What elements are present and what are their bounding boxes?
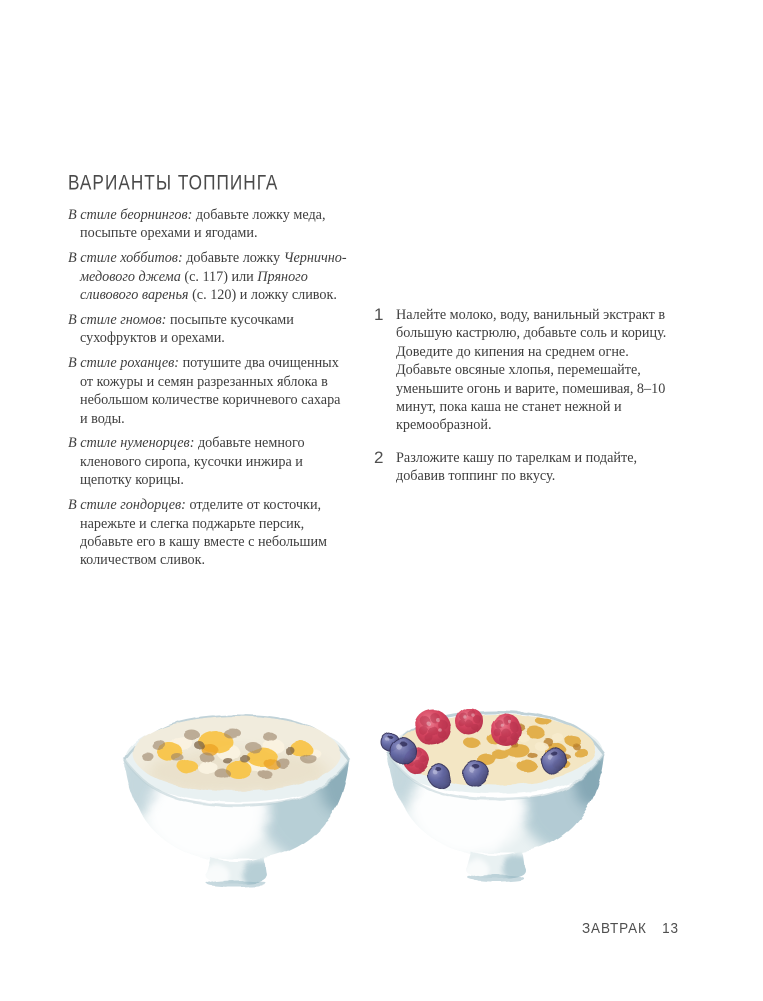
topping-description: (с. 117) или xyxy=(180,268,258,285)
step-text: Разложите кашу по тарелкам и подайте, добавив топпинг по вкусу. xyxy=(396,449,638,485)
topping-style-name: В стиле беорнингов: xyxy=(68,207,193,223)
topping-description: (с. 120) и ложку сливок. xyxy=(188,287,337,304)
topping-item xyxy=(68,354,350,428)
topping-description: добавьте ложку меда, посыпьте орехами и ягодами. xyxy=(80,207,326,242)
footer-page-number: 13 xyxy=(662,920,679,937)
topping-item xyxy=(68,311,350,348)
step-number: 1 xyxy=(374,305,384,324)
topping-item xyxy=(68,434,350,489)
page-title: ВАРИАНТЫ ТОППИНГА xyxy=(68,172,279,195)
topping-style-name: В стиле роханцев: xyxy=(68,355,180,372)
bowl-foot xyxy=(202,857,274,888)
topping-item xyxy=(68,206,350,243)
porridge-bowl-berries-illustration xyxy=(376,698,624,894)
topping-description: посыпьте кусочками сухофруктов и орехами. xyxy=(80,312,294,347)
recipe-steps xyxy=(374,306,674,500)
recipe-step xyxy=(374,306,674,435)
topping-style-name: Пряного сливового варенья xyxy=(80,268,308,304)
recipe-step xyxy=(374,449,674,486)
topping-style-name: В стиле гномов: xyxy=(68,312,167,329)
page-footer xyxy=(582,920,679,937)
topping-item xyxy=(68,496,350,570)
topping-style-name: В стиле нуменорцев: xyxy=(68,435,195,452)
topping-description: отделите от косточки, нарежьте и слегка поджарьте персик, добавьте его в кашу вместе с небольшим количеством сливок. xyxy=(80,497,328,569)
topping-style-name: В стиле гондорцев: xyxy=(68,497,186,514)
step-text: Налейте молоко, воду, ванильный экстракт в большую кастрюлю, добавьте соль и корицу. Доведите до кипения на среднем огне. Добавьте овсяные хлопья, перемешайте, уменьшите огонь и варите, помешивая, 8–10 минут, пока каша не станет нежной и кремообразной. xyxy=(396,307,667,434)
topping-style-name: Чернично-медового джема xyxy=(80,250,347,285)
topping-description: потушите два очищенных от кожуры и семян разрезанных яблока в небольшом количестве коричневого сахара и воды. xyxy=(80,355,341,427)
footer-section-label: ЗАВТРАК xyxy=(582,920,647,937)
step-number: 2 xyxy=(374,447,384,467)
topping-style-name: В стиле хоббитов: xyxy=(68,250,183,267)
topping-description: добавьте немного кленового сиропа, кусочки инжира и щепотку корицы. xyxy=(80,435,305,489)
bowl-foot xyxy=(463,851,532,882)
topping-item xyxy=(68,249,350,304)
topping-variants-list xyxy=(68,206,350,576)
topping-description: добавьте ложку xyxy=(182,250,284,267)
porridge-bowl-peach-illustration xyxy=(112,700,362,900)
